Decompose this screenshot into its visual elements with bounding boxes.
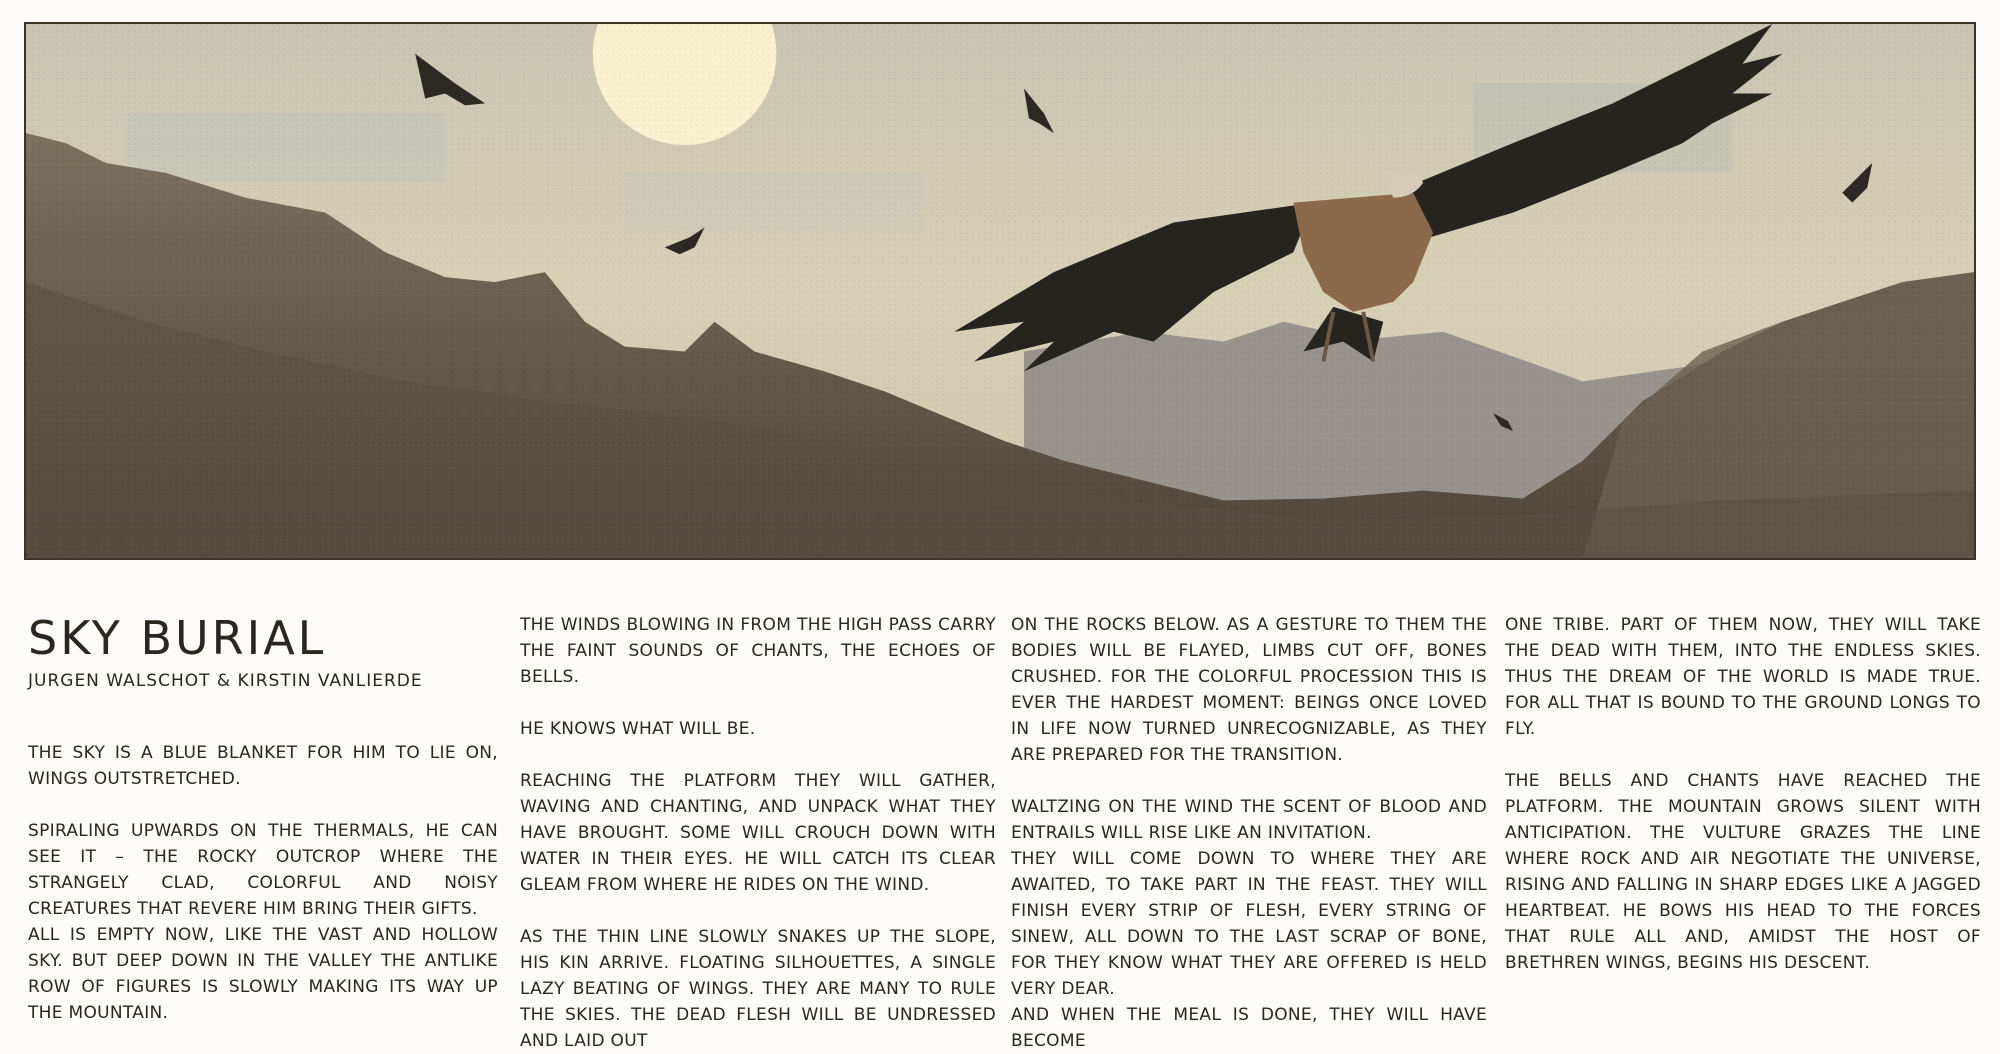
text-column-1	[28, 740, 498, 1026]
paragraph: THE WINDS BLOWING IN FROM THE HIGH PASS CARRY THE FAINT SOUNDS OF CHANTS, THE ECHOES OF BELLS.	[520, 615, 996, 687]
paragraph: THEY WILL COME DOWN TO WHERE THEY ARE AWAITED, TO TAKE PART IN THE FEAST. THEY WILL FINISH EVERY STRIP OF FLESH, EVERY STRING OF SINEW, ALL DOWN TO THE LAST SCRAP OF BONE, FOR THEY KNOW WHAT THEY ARE OFFERED IS HELD VERY DEAR.	[1011, 849, 1487, 999]
paragraph: REACHING THE PLATFORM THEY WILL GATHER, WAVING AND CHANTING, AND UNPACK WHAT THEY HAVE BROUGHT. SOME WILL CROUCH DOWN WITH WATER IN THEIR EYES. HE WILL CATCH ITS CLEAR GLEAM FROM WHERE HE RIDES ON THE WIND.	[520, 771, 996, 895]
text-column-4	[1505, 612, 1981, 976]
paragraph: ALL IS EMPTY NOW, LIKE THE VAST AND HOLLOW SKY. BUT DEEP DOWN IN THE VALLEY THE ANTLIKE ROW OF FIGURES IS SLOWLY MAKING ITS WAY UP THE MOUNTAIN.	[28, 925, 498, 1023]
paragraph: ON THE ROCKS BELOW. AS A GESTURE TO THEM THE BODIES WILL BE FLAYED, LIMBS CUT OFF, BONES CRUSHED. FOR THE COLORFUL PROCESSION THIS IS EVER THE HARDEST MOMENT: BEINGS ONCE LOVED IN LIFE NOW TURNED UNRECOGNIZABLE, AS THEY ARE PREPARED FOR THE TRANSITION.	[1011, 615, 1487, 765]
text-column-2	[520, 612, 996, 1054]
paragraph: THE SKY IS A BLUE BLANKET FOR HIM TO LIE ON, WINGS OUTSTRETCHED.	[28, 743, 498, 789]
paragraph: SPIRALING UPWARDS ON THE THERMALS, HE CAN SEE IT – THE ROCKY OUTCROP WHERE THE STRANGELY CLAD, COLORFUL AND NOISY CREATURES THAT REVERE HIM BRING THEIR GIFTS.	[28, 821, 498, 919]
paragraph: WALTZING ON THE WIND THE SCENT OF BLOOD AND ENTRAILS WILL RISE LIKE AN INVITATION.	[1011, 797, 1487, 843]
paragraph: HE KNOWS WHAT WILL BE.	[520, 719, 756, 739]
paragraph: AND WHEN THE MEAL IS DONE, THEY WILL HAVE BECOME	[1011, 1005, 1487, 1051]
paragraph: THE BELLS AND CHANTS HAVE REACHED THE PLATFORM. THE MOUNTAIN GROWS SILENT WITH ANTICIPATION. THE VULTURE GRAZES THE LINE WHERE ROCK AND AIR NEGOTIATE THE UNIVERSE, RISING AND FALLING IN SHARP EDGES LIKE A JAGGED HEARTBEAT. HE BOWS HIS HEAD TO THE FORCES THAT RULE ALL AND, AMIDST THE HOST OF BRETHREN WINGS, BEGINS HIS DESCENT.	[1505, 771, 1981, 973]
paragraph: ONE TRIBE. PART OF THEM NOW, THEY WILL TAKE THE DEAD WITH THEM, INTO THE ENDLESS SKIES. THUS THE DREAM OF THE WORLD IS MADE TRUE. FOR ALL THAT IS BOUND TO THE GROUND LONGS TO FLY.	[1505, 615, 1981, 739]
story-title: SKY BURIAL	[28, 611, 327, 665]
text-column-3	[1011, 612, 1487, 1054]
mountain-vulture-illustration	[26, 24, 1974, 558]
illustration-panel	[24, 22, 1976, 560]
title-block	[28, 611, 498, 691]
paragraph: AS THE THIN LINE SLOWLY SNAKES UP THE SLOPE, HIS KIN ARRIVE. FLOATING SILHOUETTES, A SINGLE LAZY BEATING OF WINGS. THEY ARE MANY TO RULE THE SKIES. THE DEAD FLESH WILL BE UNDRESSED AND LAID OUT	[520, 927, 996, 1051]
story-authors: JURGEN WALSCHOT & KIRSTIN VANLIERDE	[28, 671, 423, 691]
